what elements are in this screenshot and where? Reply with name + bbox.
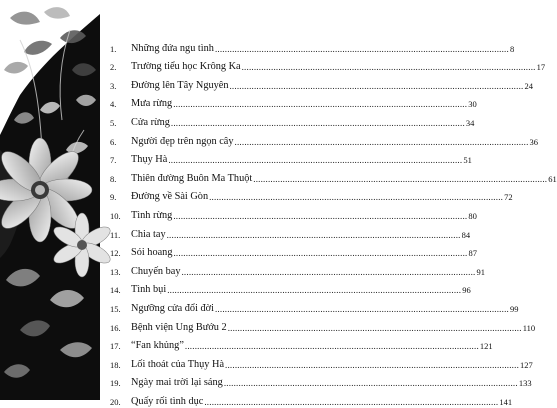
toc-entry-number: 20. [110, 396, 121, 407]
toc-entry-title: Đường lên Tây Nguyên [131, 79, 229, 91]
toc-entry-title: Mưa rừng [131, 98, 173, 110]
dot-leader: ........................................................................................................................ [223, 378, 518, 389]
toc-entry [110, 389, 513, 408]
toc-entry-title: Thiên đường Buôn Ma Thuột [131, 172, 253, 184]
dot-leader: ........................................................................................................................ [225, 359, 520, 370]
toc-entry-number: 15. [110, 303, 121, 314]
toc-entry-title: Chuyến bay [131, 265, 181, 277]
toc-entry [110, 222, 471, 241]
toc-entry-page: 30 [468, 99, 477, 110]
toc-entry-number: 7. [110, 155, 117, 166]
dot-leader: ........................................................................................................................ [184, 341, 479, 352]
dot-leader: ........................................................................................................................ [214, 43, 509, 54]
toc-entry-number: 1. [110, 43, 117, 54]
toc-entry-page: 36 [529, 136, 539, 147]
toc-entry [110, 110, 475, 129]
toc-entry-title: Tình rừng [131, 209, 173, 221]
toc-entry [110, 129, 539, 148]
toc-entry-title: Ngưỡng cửa đổi đời [131, 302, 214, 314]
toc-entry-page: 72 [504, 192, 513, 203]
toc-entry-title: “Fan khủng” [131, 340, 184, 352]
toc-entry [110, 55, 546, 74]
dot-leader: ........................................................................................................................ [170, 117, 465, 128]
toc-entry-number: 19. [110, 378, 121, 389]
toc-entry [110, 203, 477, 222]
toc-entry-number: 17. [110, 341, 121, 352]
dot-leader: ........................................................................................................................ [241, 62, 536, 73]
toc-entry-page: 110 [522, 322, 536, 333]
toc-entry-page: 96 [462, 285, 471, 296]
toc-entry-page: 61 [548, 173, 557, 184]
toc-entry-number: 2. [110, 62, 117, 73]
toc-entry-title: Trường tiểu học Krông Ka [131, 61, 241, 73]
toc-entry-number: 12. [110, 248, 121, 259]
toc-entry-title: Thụy Hà [131, 154, 168, 166]
toc-entry-number: 5. [110, 117, 117, 128]
toc-entry-number: 13. [110, 266, 121, 277]
toc-entry-page: 127 [520, 359, 533, 370]
toc-entry [110, 371, 532, 390]
dot-leader: ........................................................................................................................ [234, 136, 529, 147]
toc-entry-number: 16. [110, 322, 121, 333]
toc-entry-number: 10. [110, 210, 121, 221]
toc-entry-number: 14. [110, 285, 121, 296]
toc-entry [110, 92, 477, 111]
toc-entry-title: Đường về Sài Gòn [131, 191, 209, 203]
dot-leader: ........................................................................................................................ [229, 80, 524, 91]
toc-entry [110, 185, 513, 204]
toc-entry [110, 259, 485, 278]
toc-entry-title: Chia tay [131, 228, 166, 240]
toc-entry-title: Sói hoang [131, 247, 173, 259]
dot-leader: ........................................................................................................................ [253, 173, 548, 184]
toc-entry [110, 148, 472, 167]
toc-entry [110, 241, 477, 260]
toc-entry-title: Quấy rối tình dục [131, 395, 204, 407]
toc-entry [110, 73, 533, 92]
toc-entry-number: 11. [110, 229, 121, 240]
toc-entry-number: 18. [110, 359, 121, 370]
toc-entry-page: 87 [468, 248, 477, 259]
toc-entry-page: 99 [509, 303, 519, 314]
toc-entry-page: 51 [463, 155, 472, 166]
toc-entry-title: Những đứa ngu tình [131, 42, 214, 54]
toc-entry-page: 80 [468, 210, 477, 221]
dot-leader: ........................................................................................................................ [168, 155, 463, 166]
toc-entry [110, 278, 471, 297]
dot-leader: ........................................................................................................................ [209, 192, 504, 203]
toc-entry-title: Bệnh viện Ung Bướu 2 [131, 321, 227, 333]
toc-entry-title: Người đẹp trên ngọn cây [131, 135, 234, 147]
dot-leader: ........................................................................................................................ [204, 396, 499, 407]
toc-entry-number: 8. [110, 173, 117, 184]
toc-entry-page: 84 [461, 229, 471, 240]
toc-entry-number: 6. [110, 136, 117, 147]
toc-entry-page: 141 [499, 396, 513, 407]
toc-entry-number: 3. [110, 80, 117, 91]
toc-entry [110, 334, 493, 353]
toc-entry-page: 8 [509, 43, 515, 54]
toc-entry [110, 166, 557, 185]
dot-leader: ........................................................................................................................ [181, 266, 476, 277]
table-of-contents [110, 36, 557, 408]
toc-entry-page: 17 [536, 62, 546, 73]
toc-entry [110, 352, 533, 371]
toc-entry-number: 4. [110, 99, 117, 110]
dot-leader: ........................................................................................................................ [166, 229, 461, 240]
dot-leader: ........................................................................................................................ [214, 303, 509, 314]
dot-leader: ........................................................................................................................ [173, 210, 468, 221]
toc-entry-page: 121 [479, 341, 493, 352]
toc-entry-title: Lối thoát của Thụy Hà [131, 358, 225, 370]
dot-leader: ........................................................................................................................ [167, 285, 462, 296]
toc-entry-page: 133 [518, 378, 532, 389]
toc-entry-page: 91 [476, 266, 485, 277]
toc-entry-number: 9. [110, 192, 117, 203]
floral-illustration [0, 0, 100, 400]
toc-entry-title: Cửa rừng [131, 116, 170, 128]
toc-entry [110, 296, 519, 315]
dot-leader: ........................................................................................................................ [227, 322, 522, 333]
toc-entry [110, 36, 515, 55]
toc-entry [110, 315, 536, 334]
dot-leader: ........................................................................................................................ [173, 248, 468, 259]
toc-entry-title: Ngày mai trời lại sáng [131, 377, 223, 389]
toc-entry-page: 34 [465, 117, 475, 128]
toc-entry-title: Tình bụi [131, 284, 167, 296]
dot-leader: ........................................................................................................................ [173, 99, 468, 110]
toc-entry-page: 24 [524, 80, 533, 91]
